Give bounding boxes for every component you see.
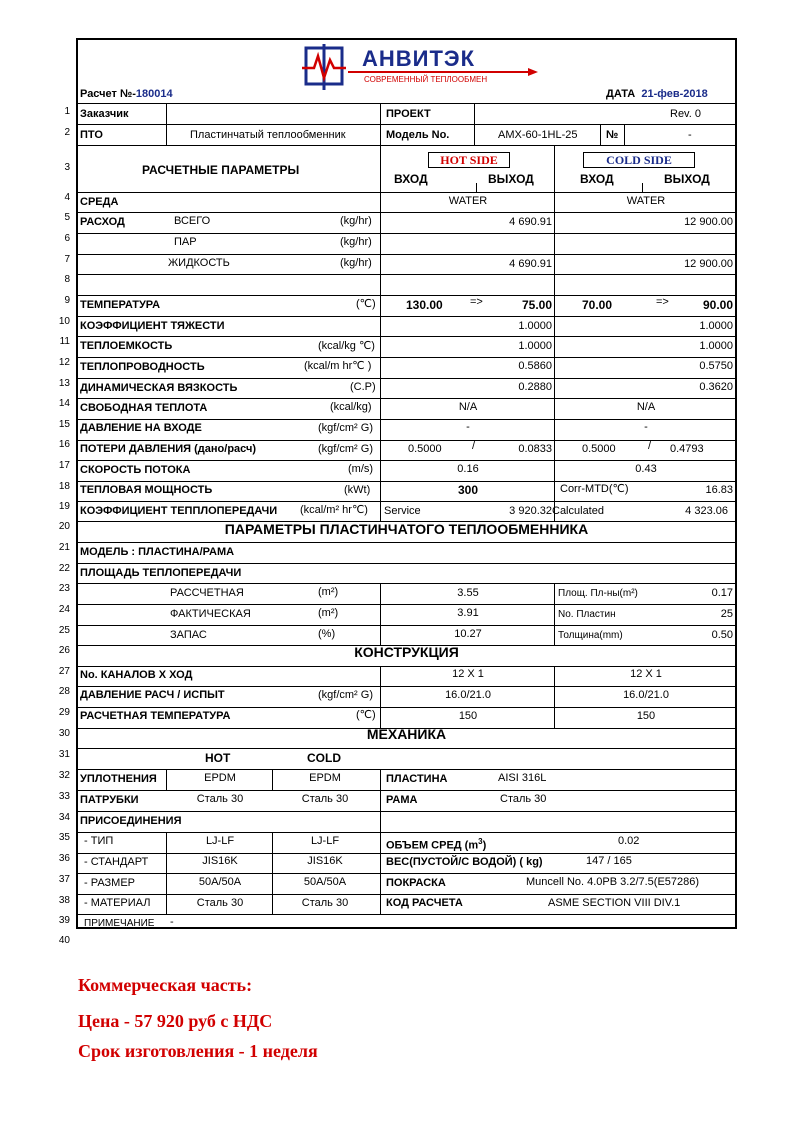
plate-area-value: 0.17 (711, 587, 733, 599)
cold-cp: 1.0000 (699, 340, 733, 352)
volume-label-end: ) (482, 839, 487, 852)
temp-label: ТЕМПЕРАТУРА (80, 299, 161, 311)
cold-press: 16.0/21.0 (623, 689, 669, 701)
hot-dp-given: 0.5000 (408, 443, 442, 455)
row-number: 22 (58, 563, 70, 574)
pin-label: ДАВЛЕНИЕ НА ВХОДЕ (80, 422, 202, 434)
note-value: - (170, 916, 174, 928)
hot-gasket: EPDM (204, 772, 236, 784)
hot-side-label: HOT SIDE (428, 152, 510, 168)
project-label: ПРОЕКТ (386, 108, 431, 120)
row-number: 33 (58, 791, 70, 802)
revision: Rev. 0 (670, 108, 701, 120)
commercial-term: Срок изготовления - 1 неделя (78, 1041, 318, 1061)
volume-sup: 3 (478, 837, 483, 846)
actual-area-label: ФАКТИЧЕСКАЯ (170, 608, 251, 620)
flow-liquid-label: ЖИДКОСТЬ (168, 257, 230, 269)
grid-line (78, 124, 735, 125)
dp-unit: (kgf/cm² G) (318, 443, 373, 455)
row-number: 3 (64, 162, 70, 173)
grid-line (166, 769, 167, 790)
grid-line (78, 873, 735, 874)
cold-in-header: ВХОД (580, 172, 614, 186)
duty-label: ТЕПЛОВАЯ МОЩНОСТЬ (80, 484, 213, 496)
grid-line (78, 748, 735, 749)
grid-line (78, 914, 735, 915)
row-number: 18 (58, 481, 70, 492)
grid-line (380, 103, 381, 145)
plates-label: No. Пластин (558, 609, 616, 620)
duty-unit: (kWt) (344, 484, 371, 496)
cold-nozzle: Сталь 30 (301, 793, 349, 805)
hot-channels: 12 X 1 (452, 668, 484, 680)
grid-line (78, 604, 735, 605)
cp-label: ТЕПЛОЕМКОСТЬ (80, 340, 173, 352)
medium-label: СРЕДА (80, 196, 119, 208)
volume-value: 0.02 (618, 835, 640, 847)
margin-label: ЗАПАС (170, 629, 207, 641)
grid-line (78, 378, 735, 379)
hot-dp-calc: 0.0833 (518, 443, 552, 455)
grid-line (78, 192, 735, 193)
grid-line (78, 274, 735, 275)
grid-line (78, 583, 735, 584)
hot-conn-size: 50A/50A (198, 876, 242, 888)
latent-label: СВОБОДНАЯ ТЕПЛОТА (80, 402, 208, 414)
calculated-label: Calculated (552, 505, 604, 517)
frame-label: РАМА (386, 794, 418, 806)
cold-out-header: ВЫХОД (664, 172, 710, 186)
cold-dtemp: 150 (636, 710, 656, 722)
grid-line (78, 542, 735, 543)
row-number: 31 (58, 749, 70, 760)
row-number: 5 (64, 212, 70, 223)
calculated-value: 4 323.06 (685, 505, 728, 517)
cold-conn-std: JIS16K (307, 855, 343, 867)
vel-label: СКОРОСТЬ ПОТОКА (80, 464, 191, 476)
grid-line (474, 103, 475, 145)
thickness-label: Толщина(mm) (558, 630, 623, 641)
hot-liquid-flow: 4 690.91 (509, 258, 552, 270)
hot-nozzle: Сталь 30 (196, 793, 244, 805)
margin-value: 10.27 (454, 628, 482, 640)
paint-label: ПОКРАСКА (386, 877, 446, 889)
dtemp-label: РАСЧЕТНАЯ ТЕМПЕРАТУРА (80, 710, 231, 722)
grid-line (78, 357, 735, 358)
grid-line (380, 583, 381, 645)
row-number: 29 (58, 707, 70, 718)
grid-line (78, 336, 735, 337)
grid-line (380, 666, 381, 728)
customer-label: Заказчик (80, 108, 129, 120)
grid-line (78, 832, 735, 833)
grid-line (78, 398, 735, 399)
cold-liquid-flow: 12 900.00 (684, 258, 733, 270)
construction-title: КОНСТРУКЦИЯ (354, 644, 459, 660)
grid-line (78, 563, 735, 564)
cold-k: 0.5750 (699, 360, 733, 372)
grid-line (78, 769, 735, 770)
hot-pin: - (466, 421, 470, 433)
row-number: 26 (58, 645, 70, 656)
visc-label: ДИНАМИЧЕСКАЯ ВЯЗКОСТЬ (80, 382, 238, 394)
cold-visc: 0.3620 (699, 381, 733, 393)
weight-value: 147 / 165 (586, 855, 632, 867)
grid-line (78, 254, 735, 255)
model-label: Модель No. (386, 129, 450, 141)
hot-conn-material: Сталь 30 (196, 897, 244, 909)
cold-sg: 1.0000 (699, 320, 733, 332)
grid-line (272, 769, 273, 790)
hot-conn-type: LJ-LF (205, 835, 235, 847)
grid-line (78, 440, 735, 441)
hot-temp-arrow: => (470, 296, 483, 308)
hot-out-temp: 75.00 (521, 298, 552, 312)
k-unit: (kcal/m hr℃ ) (304, 360, 372, 372)
commercial-price: Цена - 57 920 руб с НДС (78, 1011, 273, 1031)
grid-line (78, 853, 735, 854)
calc-area-label: РАССЧЕТНАЯ (170, 587, 244, 599)
date-value: 21-фев-2018 (641, 88, 708, 100)
cold-conn-type: LJ-LF (310, 835, 340, 847)
cold-pin: - (644, 421, 648, 433)
hot-dtemp: 150 (458, 710, 478, 722)
grid-line (78, 460, 735, 461)
grid-line (78, 707, 735, 708)
cp-unit: (kcal/kg ℃) (318, 340, 375, 352)
logo-subtitle: СОВРЕМЕННЫЙ ТЕПЛООБМЕН (364, 75, 488, 84)
row-number: 35 (58, 832, 70, 843)
grid-line (78, 666, 735, 667)
conn-size-label: - РАЗМЕР (84, 877, 136, 889)
grid-line (380, 769, 381, 914)
actual-area-unit: (m²) (318, 607, 339, 619)
hot-dp-slash: / (472, 440, 476, 452)
nozzle-label: ПАТРУБКИ (80, 794, 139, 806)
press-unit: (kgf/cm² G) (318, 689, 373, 701)
hot-out-header: ВЫХОД (488, 172, 534, 186)
row-number: 27 (58, 666, 70, 677)
conn-type-label: - ТИП (84, 835, 114, 847)
company-logo (300, 42, 540, 92)
hot-sg: 1.0000 (518, 320, 552, 332)
row-number: 4 (64, 192, 70, 203)
row-number: 6 (64, 233, 70, 244)
row-number: 13 (58, 378, 70, 389)
flow-label: РАСХОД (80, 216, 125, 228)
u-unit: (kcal/m² hr℃) (300, 504, 368, 516)
plate-section-title: ПАРАМЕТРЫ ПЛАСТИНЧАТОГО ТЕПЛООБМЕННИКА (224, 521, 589, 537)
gasket-label: УПЛОТНЕНИЯ (80, 773, 157, 785)
row-number: 16 (58, 439, 70, 450)
grid-line (642, 183, 643, 192)
flow-vapor-label: ПАР (174, 236, 197, 248)
visc-unit: (C.P) (350, 381, 376, 393)
hot-conn-std: JIS16K (202, 855, 238, 867)
row-number: 14 (58, 398, 70, 409)
row-number: 7 (64, 254, 70, 265)
grid-line (78, 145, 735, 146)
hot-total-flow: 4 690.91 (509, 216, 552, 228)
grid-line (380, 145, 381, 521)
date-label: ДАТА (606, 88, 636, 100)
row-number: 25 (58, 625, 70, 636)
row-number: 9 (64, 295, 70, 306)
pin-unit: (kgf/cm² G) (318, 422, 373, 434)
grid-line (166, 832, 167, 914)
row-number: 12 (58, 357, 70, 368)
row-number: 24 (58, 604, 70, 615)
grid-line (78, 316, 735, 317)
row-number: 23 (58, 583, 70, 594)
calc-params-title: РАСЧЕТНЫЕ ПАРАМЕТРЫ (142, 163, 300, 177)
grid-line (78, 625, 735, 626)
duty-value: 300 (457, 483, 479, 497)
pto-label: ПТО (80, 129, 103, 141)
row-number: 39 (58, 915, 70, 926)
temp-unit: (℃) (356, 298, 376, 310)
code-label: КОД РАСЧЕТА (386, 897, 463, 909)
row-number: 2 (64, 127, 70, 138)
flow-total-label: ВСЕГО (174, 215, 211, 227)
plate-model-label: МОДЕЛЬ : ПЛАСТИНА/РАМА (80, 546, 235, 558)
cold-total-flow: 12 900.00 (684, 216, 733, 228)
grid-line (554, 583, 555, 645)
hot-visc: 0.2880 (518, 381, 552, 393)
hot-press: 16.0/21.0 (445, 689, 491, 701)
dp-label: ПОТЕРИ ДАВЛЕНИЯ (дано/расч) (80, 443, 257, 455)
hot-vel: 0.16 (457, 463, 479, 475)
frame-value: Сталь 30 (500, 793, 547, 805)
grid-line (600, 124, 601, 145)
grid-line (78, 212, 735, 213)
cold-conn-size: 50A/50A (303, 876, 347, 888)
grid-line (78, 233, 735, 234)
row-number: 11 (59, 336, 70, 347)
plate-material-value: AISI 316L (498, 772, 547, 784)
flow-liquid-unit: (kg/hr) (340, 257, 372, 269)
conn-std-label: - СТАНДАРТ (84, 856, 149, 868)
paint-value: Muncell No. 4.0PB 3.2/7.5(E57286) (526, 876, 700, 888)
k-label: ТЕПЛОПРОВОДНОСТЬ (80, 361, 205, 373)
no-label: № (606, 129, 619, 141)
thickness-value: 0.50 (711, 629, 733, 641)
cold-dp-given: 0.5000 (582, 443, 616, 455)
mech-hot-header: HOT (205, 751, 231, 765)
mtd-value: 16.83 (705, 484, 733, 496)
pto-value: Пластинчатый теплообменник (190, 129, 346, 141)
row-number: 17 (58, 460, 70, 471)
row-number: 20 (58, 521, 70, 532)
row-number: 40 (58, 935, 70, 946)
logo-title: АНВИТЭК (362, 46, 475, 71)
cold-temp-arrow: => (656, 296, 669, 308)
plate-area-label: Площ. Пл-ны(m²) (558, 588, 638, 599)
cold-out-temp: 90.00 (702, 298, 733, 312)
cold-dp-calc: 0.4793 (670, 443, 704, 455)
grid-line (272, 832, 273, 914)
row-number: 15 (58, 419, 70, 430)
commercial-title: Коммерческая часть: (78, 975, 253, 995)
cold-dp-slash: / (648, 440, 652, 452)
row-number: 30 (58, 728, 70, 739)
margin-unit: (%) (318, 628, 336, 640)
row-number: 28 (58, 686, 70, 697)
cold-side-label: COLD SIDE (583, 152, 695, 168)
actual-area-value: 3.91 (457, 607, 479, 619)
service-label: Service (384, 505, 421, 517)
row-number: 37 (58, 874, 70, 885)
date-field (606, 88, 708, 101)
grid-line (78, 481, 735, 482)
plates-value: 25 (720, 608, 733, 620)
press-label: ДАВЛЕНИЕ РАСЧ / ИСПЫТ (80, 689, 225, 701)
mtd-label: Corr-MTD(℃) (560, 483, 629, 495)
cold-conn-material: Сталь 30 (301, 897, 349, 909)
cold-medium: WATER (626, 195, 666, 207)
row-number: 21 (58, 542, 70, 553)
connections-label: ПРИСОЕДИНЕНИЯ (80, 815, 182, 827)
hot-latent: N/A (458, 401, 478, 413)
grid-line (78, 501, 735, 502)
volume-label (386, 835, 486, 853)
channels-label: No. КАНАЛОВ X ХОД (80, 669, 193, 681)
hot-medium: WATER (448, 195, 488, 207)
cold-gasket: EPDM (309, 772, 341, 784)
conn-material-label: - МАТЕРИАЛ (84, 897, 151, 909)
dtemp-unit: (℃) (356, 709, 376, 721)
code-value: ASME SECTION VIII DIV.1 (548, 897, 681, 909)
row-number: 10 (58, 316, 70, 327)
hot-in-temp: 130.00 (406, 298, 443, 312)
calc-no-value: 180014 (135, 88, 173, 100)
flow-total-unit: (kg/hr) (340, 215, 372, 227)
grid-line (78, 103, 735, 104)
grid-line (476, 183, 477, 192)
no-value: - (688, 129, 692, 141)
grid-line (78, 811, 735, 812)
calc-area-value: 3.55 (457, 587, 479, 599)
grid-line (78, 686, 735, 687)
area-label: ПЛОЩАДЬ ТЕПЛОПЕРЕДАЧИ (80, 567, 242, 579)
cold-latent: N/A (636, 401, 656, 413)
grid-line (78, 790, 735, 791)
grid-line (78, 295, 735, 296)
grid-line (554, 145, 555, 521)
cold-vel: 0.43 (635, 463, 657, 475)
grid-line (624, 124, 625, 145)
cold-channels: 12 X 1 (630, 668, 662, 680)
u-label: КОЭФФИЦИЕНТ ТЕППЛОПЕРЕДАЧИ (80, 505, 278, 517)
grid-line (78, 419, 735, 420)
grid-line (166, 103, 167, 145)
sg-label: КОЭФФИЦИЕНТ ТЯЖЕСТИ (80, 320, 225, 332)
grid-line (554, 666, 555, 728)
grid-line (78, 894, 735, 895)
row-number: 1 (64, 106, 70, 117)
service-value: 3 920.32 (509, 505, 552, 517)
note-label: ПРИМЕЧАНИЕ (84, 918, 155, 929)
row-number: 38 (58, 895, 70, 906)
latent-unit: (kcal/kg) (330, 401, 372, 413)
mech-cold-header: COLD (307, 751, 341, 765)
calc-area-unit: (m²) (318, 586, 339, 598)
plate-material-label: ПЛАСТИНА (386, 773, 448, 785)
calc-number (80, 88, 173, 101)
row-number: 19 (58, 501, 70, 512)
row-number: 8 (64, 274, 70, 285)
hot-cp: 1.0000 (518, 340, 552, 352)
flow-vapor-unit: (kg/hr) (340, 236, 372, 248)
hot-in-header: ВХОД (394, 172, 428, 186)
model-value: AMX-60-1HL-25 (498, 129, 578, 141)
mechanics-title: МЕХАНИКА (366, 726, 447, 742)
row-number: 34 (58, 812, 70, 823)
hot-k: 0.5860 (518, 360, 552, 372)
cold-in-temp: 70.00 (582, 298, 613, 312)
calc-label: Расчет №- (80, 88, 136, 100)
weight-label: ВЕС(ПУСТОЙ/С ВОДОЙ) ( kg) (386, 856, 543, 868)
row-number: 36 (58, 853, 70, 864)
calculation-sheet (76, 38, 737, 929)
vel-unit: (m/s) (348, 463, 374, 475)
row-number: 32 (58, 770, 70, 781)
volume-label-text: ОБЪЕМ СРЕД (m (386, 839, 479, 852)
